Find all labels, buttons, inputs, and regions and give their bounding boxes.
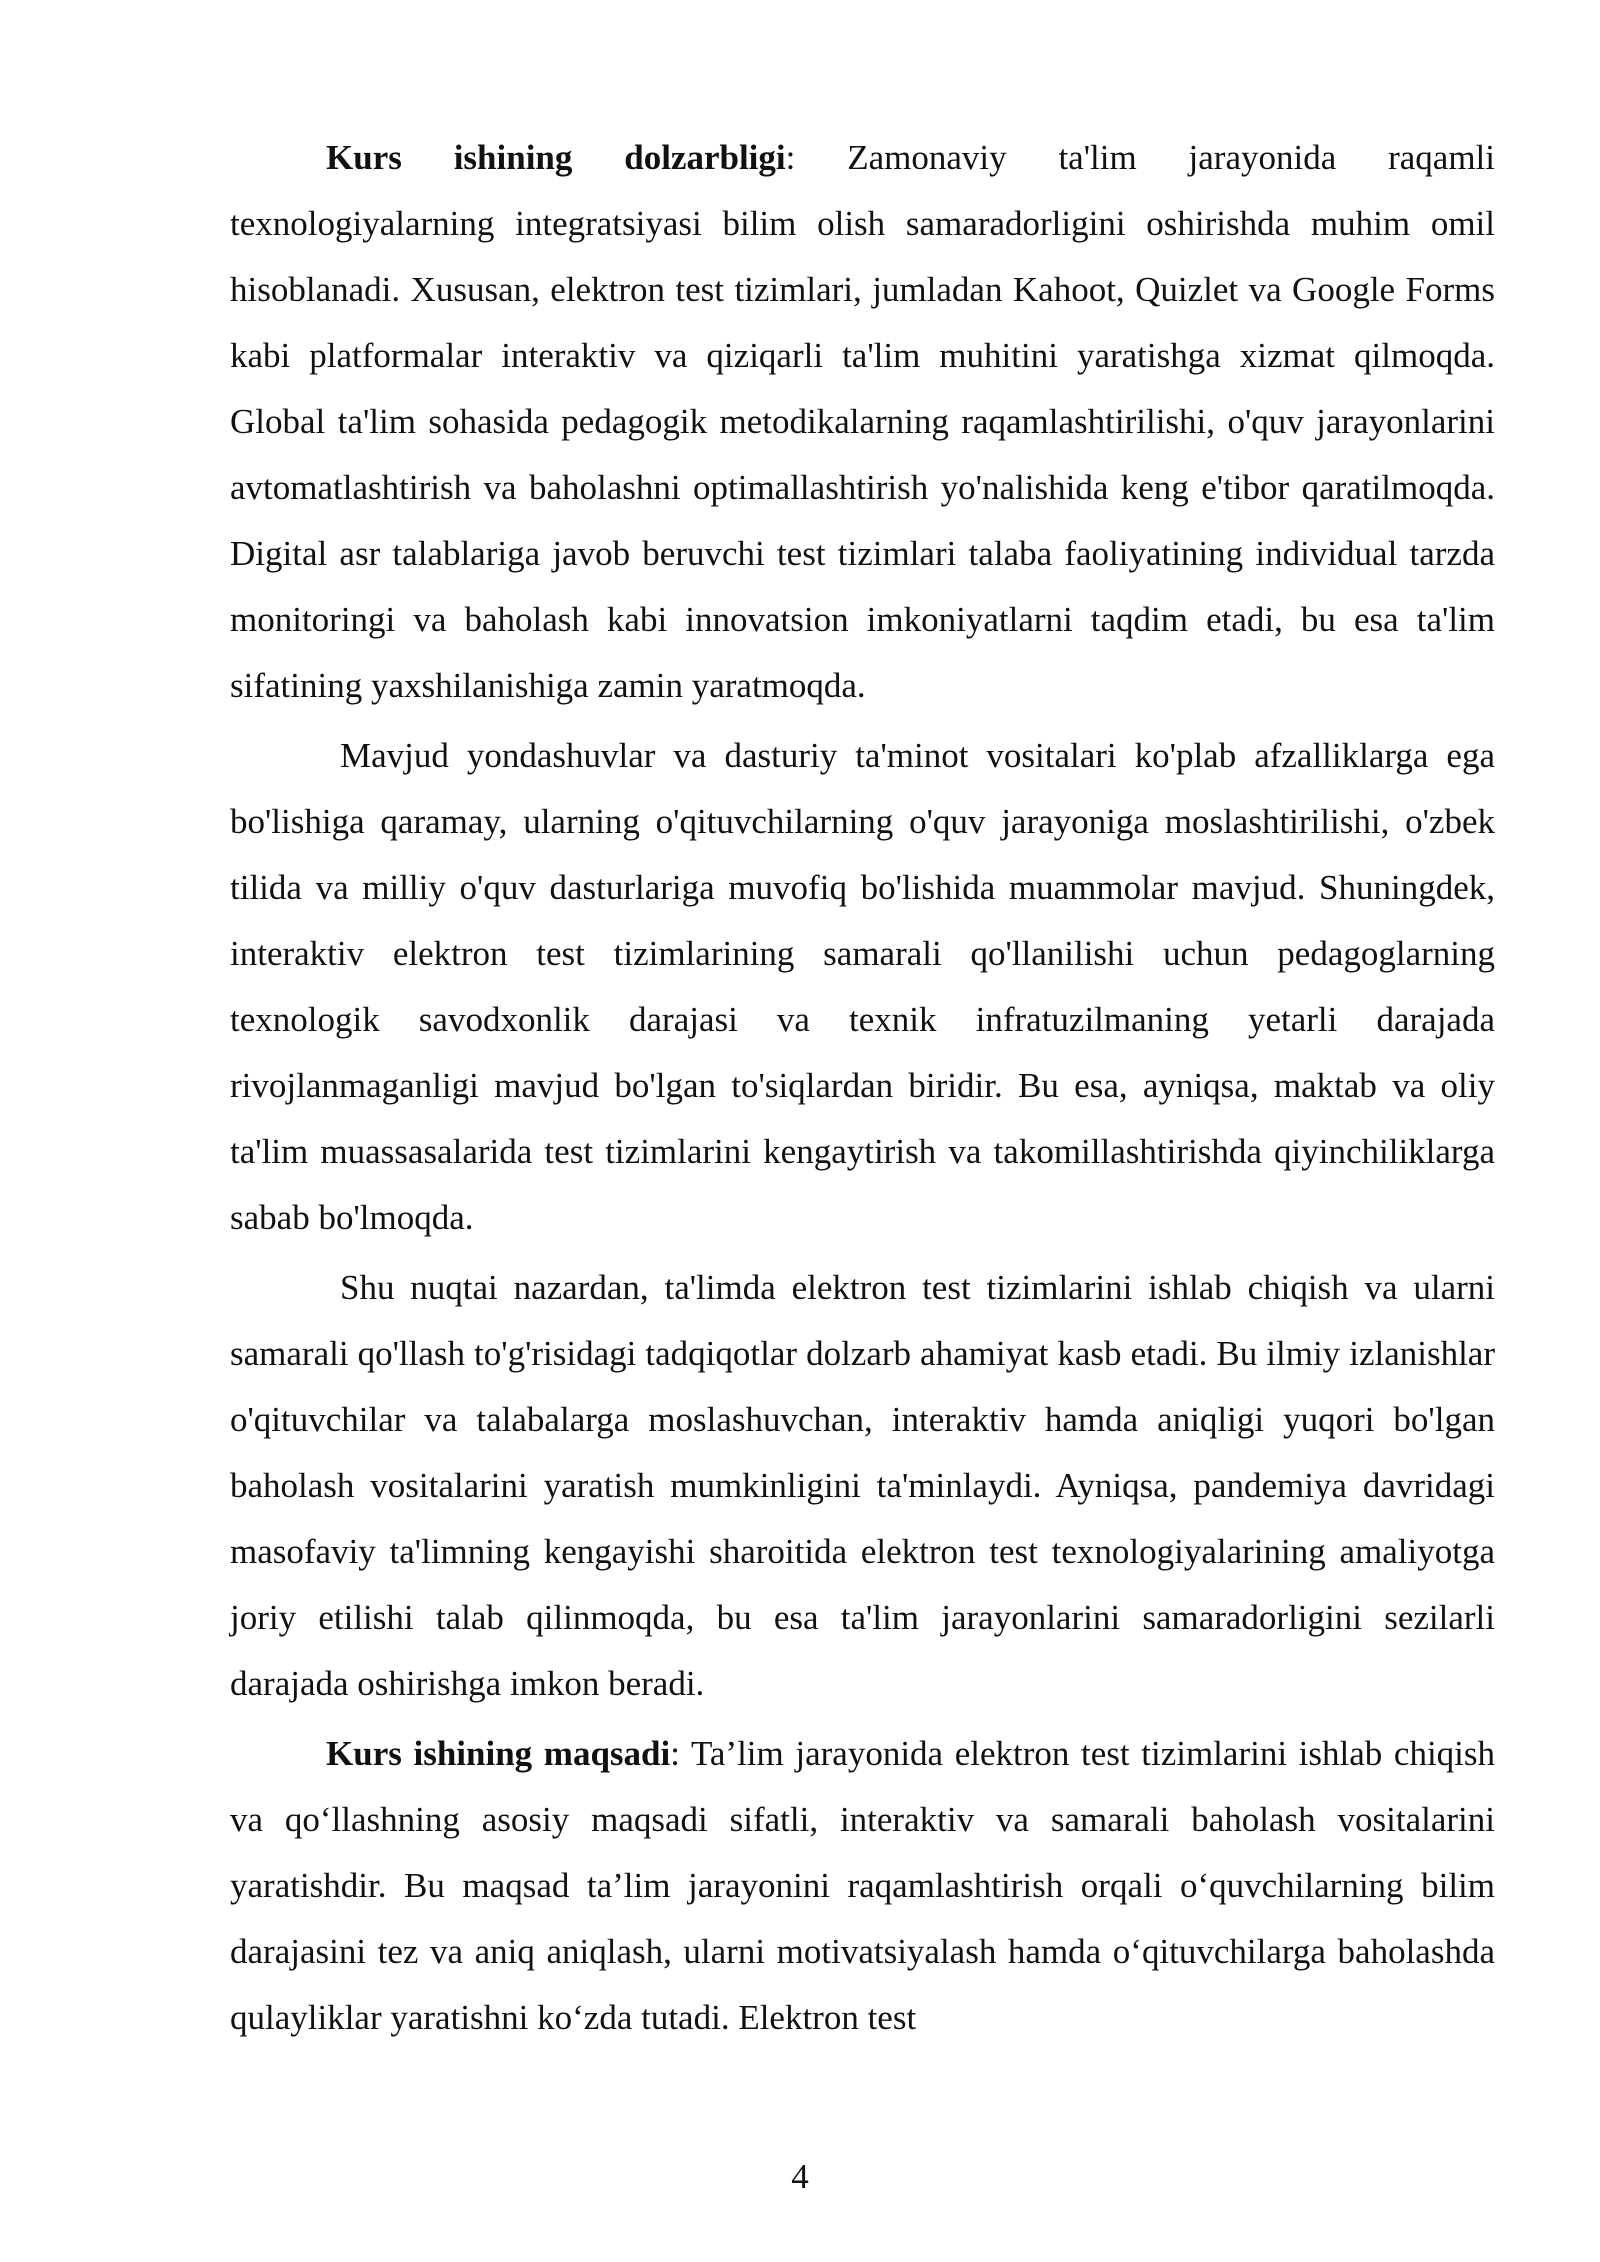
paragraph-research-importance xyxy=(230,1255,1495,1717)
page-number: 4 xyxy=(791,2157,809,2196)
page-body xyxy=(230,125,1495,2051)
paragraph-relevance-text: : Zamonaviy ta'lim jarayonida raqamli texnologiyalarning integratsiyasi bilim olish samaradorligini oshirishda muhim omil hisoblanadi. Xususan, elektron test tizimlari, jumladan Kahoot, Quizlet va Google Forms kabi platformalar interaktiv va qiziqarli ta'lim muhitini yaratishga xizmat qilmoqda. Global ta'lim sohasida pedagogik metodikalarning raqamlashtirilishi, o'quv jarayonlarini avtomatlashtirish va baholashni optimallashtirish yo'nalishida keng e'tibor qaratilmoqda. Digital asr talablariga javob beruvchi test tizimlari talaba faoliyatining individual tarzda monitoringi va baholash kabi innovatsion imkoniyatlarni taqdim etadi, bu esa ta'lim sifatining yaxshilanishiga zamin yaratmoqda. xyxy=(230,138,1495,705)
paragraph-goal xyxy=(230,1721,1495,2051)
heading-goal: Kurs ishining maqsadi xyxy=(326,1734,671,1773)
paragraph-research-importance-text: Shu nuqtai nazardan, ta'limda elektron test tizimlarini ishlab chiqish va ularni samarali qo'llash to'g'risidagi tadqiqotlar dolzarb ahamiyat kasb etadi. Bu ilmiy izlanishlar o'qituvchilar va talabalarga moslashuvchan, interaktiv hamda aniqligi yuqori bo'lgan baholash vositalarini yaratish mumkinligini ta'minlaydi. Ayniqsa, pandemiya davridagi masofaviy ta'limning kengayishi sharoitida elektron test texnologiyalarining amaliyotga joriy etilishi talab qilinmoqda, bu esa ta'lim jarayonlarini samaradorligini sezilarli darajada oshirishga imkon beradi. xyxy=(230,1268,1495,1703)
paragraph-problems xyxy=(230,723,1495,1251)
paragraph-problems-text: Mavjud yondashuvlar va dasturiy ta'minot vositalari ko'plab afzalliklarga ega bo'lishiga qaramay, ularning o'qituvchilarning o'quv jarayoniga moslashtirilishi, o'zbek tilida va milliy o'quv dasturlariga muvofiq bo'lishida muammolar mavjud. Shuningdek, interaktiv elektron test tizimlarining samarali qo'llanilishi uchun pedagoglarning texnologik savodxonlik darajasi va texnik infratuzilmaning yetarli darajada rivojlanmaganligi mavjud bo'lgan to'siqlardan biridir. Bu esa, ayniqsa, maktab va oliy ta'lim muassasalarida test tizimlarini kengaytirish va takomillashtirishda qiyinchiliklarga sabab bo'lmoqda. xyxy=(230,736,1495,1237)
heading-relevance: Kurs ishining dolzarbligi xyxy=(326,138,786,177)
paragraph-relevance xyxy=(230,125,1495,719)
paragraph-goal-text: : Ta’lim jarayonida elektron test tizimlarini ishlab chiqish va qoʻllashning asosiy maqsadi sifatli, interaktiv va samarali baholash vositalarini yaratishdir. Bu maqsad ta’lim jarayonini raqamlashtirish orqali oʻquvchilarning bilim darajasini tez va aniq aniqlash, ularni motivatsiyalash hamda oʻqituvchilarga baholashda qulayliklar yaratishni koʻzda tutadi. Elektron test xyxy=(230,1734,1496,2037)
